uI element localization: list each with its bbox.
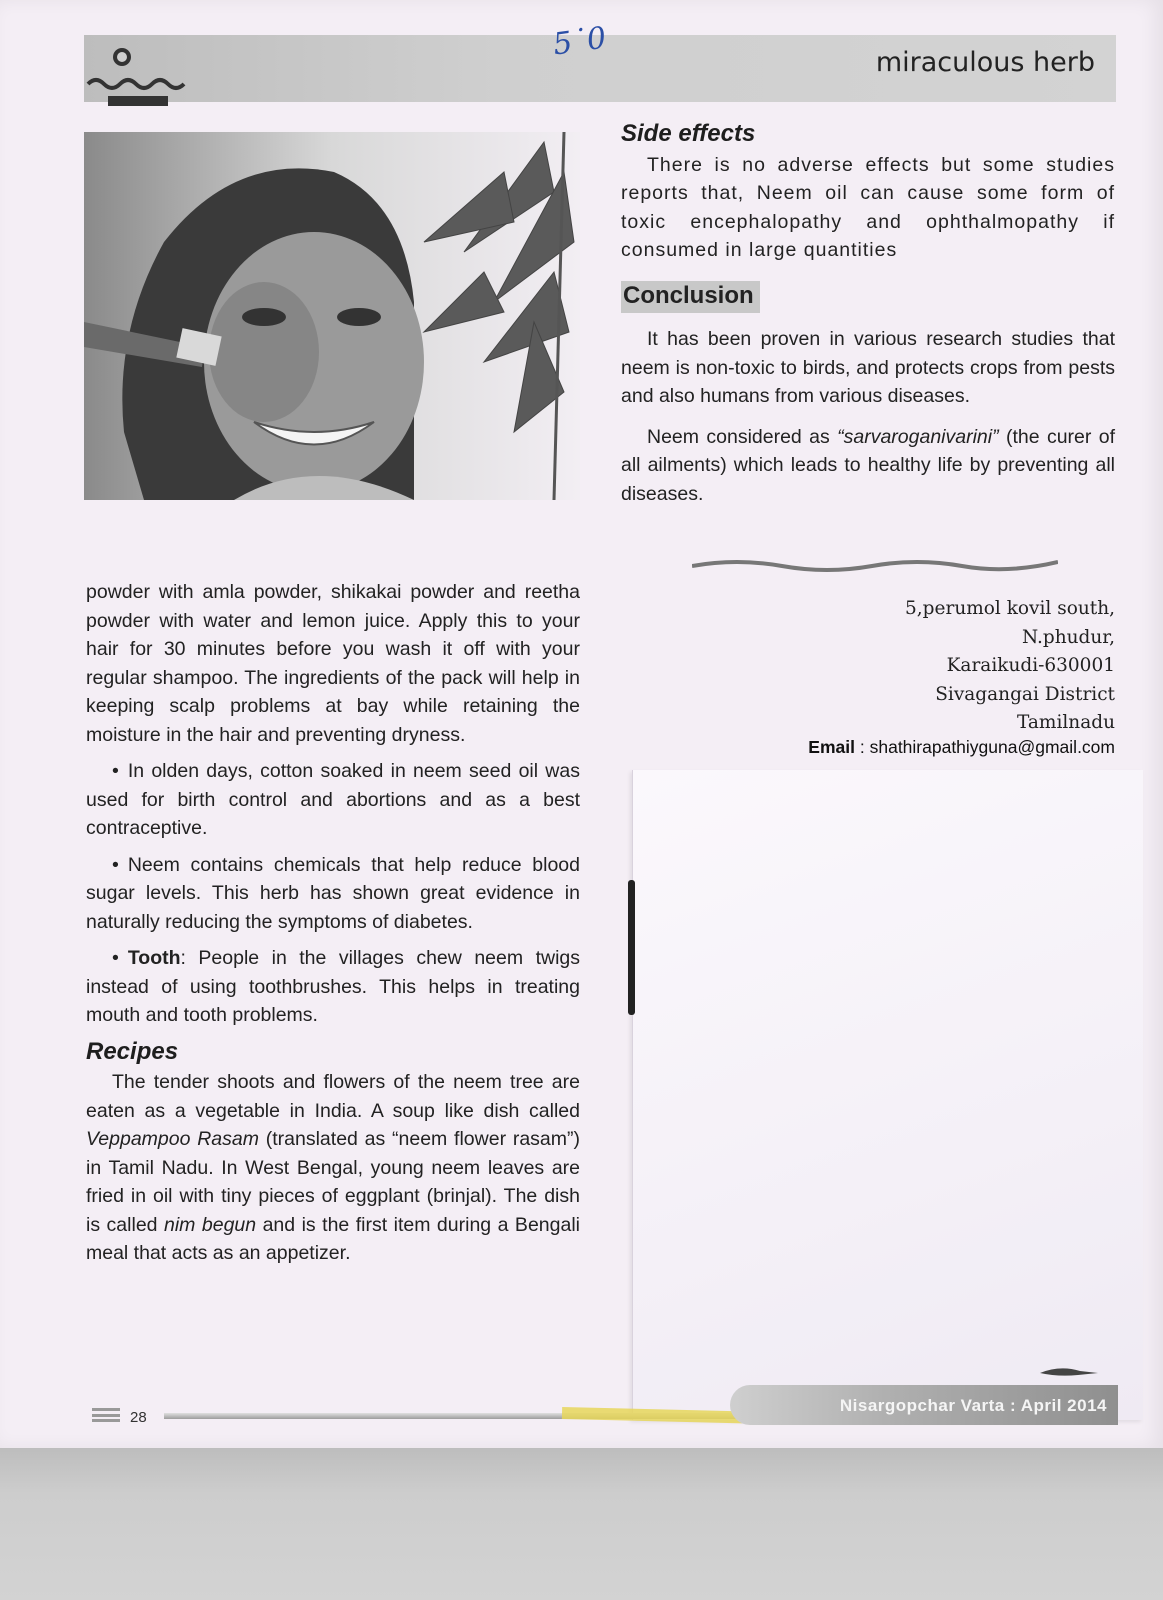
- recipes-text-2: (translated as “neem flower rasam”) in Tamil Nadu. In West Bengal, young neem leaves are fried in oil with tiny pieces of eggplant (brinjal). The dish is called: [86, 1128, 580, 1236]
- wave-divider-icon: [692, 558, 1058, 572]
- journal-name: Nisargopchar Varta : April 2014: [839, 1396, 1107, 1415]
- veppampoo-rasam-term: Veppampoo Rasam: [86, 1128, 259, 1150]
- nim-begun-term: nim begun: [163, 1213, 257, 1236]
- page-number-mark-icon: [92, 1408, 120, 1422]
- hair-pack-paragraph: powder with amla powder, shikakai powder and reetha powder with water and lemon juice. Apply this to your hair for 30 minutes before you wash it off with your regular shampoo. The ingredients of the pack will help in keeping scalp problems at bay while retaining the moisture in the hair and preventing dryness.: [86, 581, 580, 746]
- patch-shadow-edge: [628, 880, 635, 1015]
- right-column: [621, 120, 1115, 520]
- recipes-text-1: The tender shoots and flowers of the neem tree are eaten as a vegetable in India. A soup like dish called: [86, 1071, 580, 1122]
- recipes-heading: Recipes: [86, 1037, 179, 1065]
- email-link[interactable]: : shathirapathiyguna@gmail.com: [859, 737, 1115, 757]
- magazine-logo-icon: [86, 44, 196, 108]
- tooth-label: Tooth: [127, 947, 181, 969]
- scanner-background: [0, 1448, 1163, 1600]
- address-line-2: N.phudur,: [1021, 626, 1115, 648]
- page-number: 28: [130, 1409, 147, 1426]
- tooth-text: : People in the villages chew neem twigs instead of using toothbrushes. This helps in treating mouth and tooth problems.: [86, 947, 580, 1026]
- conclusion-paragraph-1: It has been proven in various research studies that neem is non-toxic to birds, and protects crops from pests and also humans from various diseases.: [621, 328, 1115, 407]
- diabetes-bullet: • Neem contains chemicals that help reduce blood sugar levels. This herb has shown great evidence in naturally reducing the symptoms of diabetes.: [86, 851, 580, 937]
- conclusion-text-b: (the curer of all ailments) which leads to healthy life by preventing all diseases.: [621, 425, 1116, 505]
- conclusion-text-a: Neem considered as: [647, 425, 838, 448]
- address-line-4: Sivagangai District: [935, 683, 1115, 705]
- address-line-3: Karaikudi-630001: [946, 655, 1115, 676]
- handwritten-annotation: 5˙0: [550, 20, 609, 63]
- sarvaroganivarini-term: “sarvaroganivarini”: [837, 425, 999, 448]
- address-line-5: Tamilnadu: [1016, 712, 1115, 733]
- author-address: [905, 595, 1115, 738]
- pasted-paper-patch: [632, 770, 1143, 1420]
- address-line-1: 5,perumol kovil south,: [905, 598, 1115, 619]
- conclusion-heading: Conclusion: [621, 281, 760, 314]
- conclusion-paragraph-2: [621, 423, 1115, 509]
- left-column: [86, 578, 580, 1276]
- section-title: miraculous herb: [875, 47, 1095, 78]
- author-email: [808, 737, 1115, 758]
- woman-neem-facepack-photo: [84, 132, 580, 500]
- recipes-text-3: and is the first item during a Bengali meal that acts as an appetizer.: [86, 1213, 580, 1264]
- recipes-paragraph: [86, 1068, 580, 1268]
- side-effects-paragraph: There is no adverse effects but some studies reports that, Neem oil can cause some form of toxic encephalopathy and ophthalmopathy if consumed in large quantities: [621, 153, 1115, 261]
- end-ornament-icon: [1040, 1365, 1098, 1377]
- tooth-bullet: [86, 944, 580, 1030]
- contraceptive-bullet: • In olden days, cotton soaked in neem seed oil was used for birth control and abortions and as a best contraceptive.: [86, 757, 580, 843]
- email-label: Email: [808, 737, 855, 757]
- side-effects-heading: Side effects: [621, 120, 756, 147]
